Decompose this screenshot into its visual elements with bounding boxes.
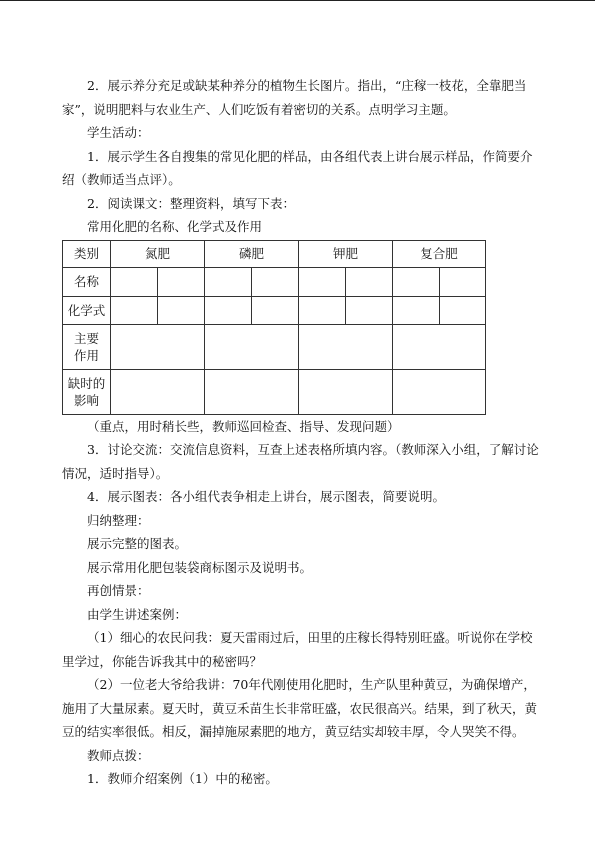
section-heading: 再创情景：: [87, 583, 150, 598]
paragraph: 展示完整的图表。: [87, 536, 188, 551]
table-header-cell: 磷肥: [205, 240, 299, 267]
blank-cell: [111, 267, 158, 296]
table-row: [63, 296, 486, 324]
blank-cell: [299, 369, 393, 414]
blank-cell: [440, 267, 486, 296]
row-label-cell: [63, 296, 111, 324]
blank-cell: [440, 296, 486, 324]
header-rule: [0, 0, 595, 1]
blank-cell: [252, 296, 299, 324]
row-label: 化学式: [67, 302, 106, 318]
blank-cell: [299, 296, 346, 324]
paragraph: 2．展示养分充足或缺某种养分的植物生长图片。指出，“庄稼一枝花，全靠肥当家”，说明肥料与农业生产、人们吃饭有着密切的关系。点明学习主题。: [62, 78, 527, 117]
paragraph: 展示常用化肥包装袋商标图示及说明书。: [87, 559, 313, 575]
row-label-cell: [63, 267, 111, 296]
table-header-cell: 复合肥: [393, 240, 486, 267]
blank-cell: [393, 296, 440, 324]
table-header-cell: 钾肥: [299, 240, 393, 267]
blank-cell: [346, 296, 393, 324]
row-label: 主要: [73, 330, 99, 346]
blank-cell: [205, 369, 299, 414]
blank-cell: [393, 324, 486, 369]
row-label: 作用: [73, 347, 99, 363]
fertilizer-table: [62, 240, 486, 415]
paragraph: 1．教师介绍案例（1）中的秘密。: [87, 771, 278, 786]
row-label-cell: [63, 324, 111, 369]
row-label-cell: [63, 369, 111, 414]
table-row: [63, 267, 486, 296]
blank-cell: [393, 369, 486, 414]
row-label: 名称: [73, 274, 99, 289]
blank-cell: [111, 324, 205, 369]
blank-cell: [158, 267, 205, 296]
paragraph: （1）细心的农民问我：夏天雷雨过后，田里的庄稼长得特别旺盛。听说你在学校里学过，你能告诉我其中的秘密吗？: [62, 630, 533, 669]
row-label: 缺时的: [67, 375, 106, 391]
blank-cell: [252, 267, 299, 296]
paragraph: 4．展示图表：各小组代表争相走上讲台，展示图表，简要说明。: [87, 489, 445, 504]
blank-cell: [111, 369, 205, 414]
paragraph: 1．展示学生各自搜集的常见化肥的样品，由各组代表上讲台展示样品，作简要介绍（教师适当点评）。: [62, 148, 533, 187]
table-row: [63, 324, 486, 369]
blank-cell: [158, 296, 205, 324]
section-heading: 教师点拨：: [87, 747, 150, 763]
table-header-cell: 氮肥: [111, 240, 205, 267]
document-body: [62, 74, 540, 791]
blank-cell: [205, 296, 252, 324]
table-caption: 常用化肥的名称、化学式及作用: [87, 219, 263, 234]
blank-cell: [346, 267, 393, 296]
blank-cell: [111, 296, 158, 324]
paragraph: 学生活动：: [87, 125, 150, 140]
blank-cell: [393, 267, 440, 296]
table-header-row: [63, 240, 486, 267]
section-heading: 归纳整理：: [87, 512, 150, 528]
paragraph: 3．讨论交流：交流信息资料，互查上述表格所填内容。（教师深入小组，了解讨论情况，适时指导）。: [62, 442, 539, 481]
paragraph: 由学生讲述案例：: [87, 606, 188, 622]
blank-cell: [205, 267, 252, 296]
table-header-cell: 类别: [63, 240, 111, 267]
blank-cell: [299, 267, 346, 296]
paragraph: 2．阅读课文：整理资料，填写下表：: [87, 195, 295, 211]
paragraph: （重点，用时稍长些，教师巡回检查、指导、发现问题）: [87, 418, 400, 434]
blank-cell: [299, 324, 393, 369]
table-row: [63, 369, 486, 414]
paragraph: （2）一位老大爷给我讲：70年代刚使用化肥时，生产队里种黄豆，为确保增产，施用了大量尿素。夏天时，黄豆禾苗生长非常旺盛，农民很高兴。结果，到了秋天，黄豆的结实率很低。相反，漏掉施尿素肥的地方，黄豆结实却较丰厚，令人哭笑不得。: [62, 677, 538, 739]
row-label: 影响: [73, 392, 99, 408]
blank-cell: [205, 324, 299, 369]
